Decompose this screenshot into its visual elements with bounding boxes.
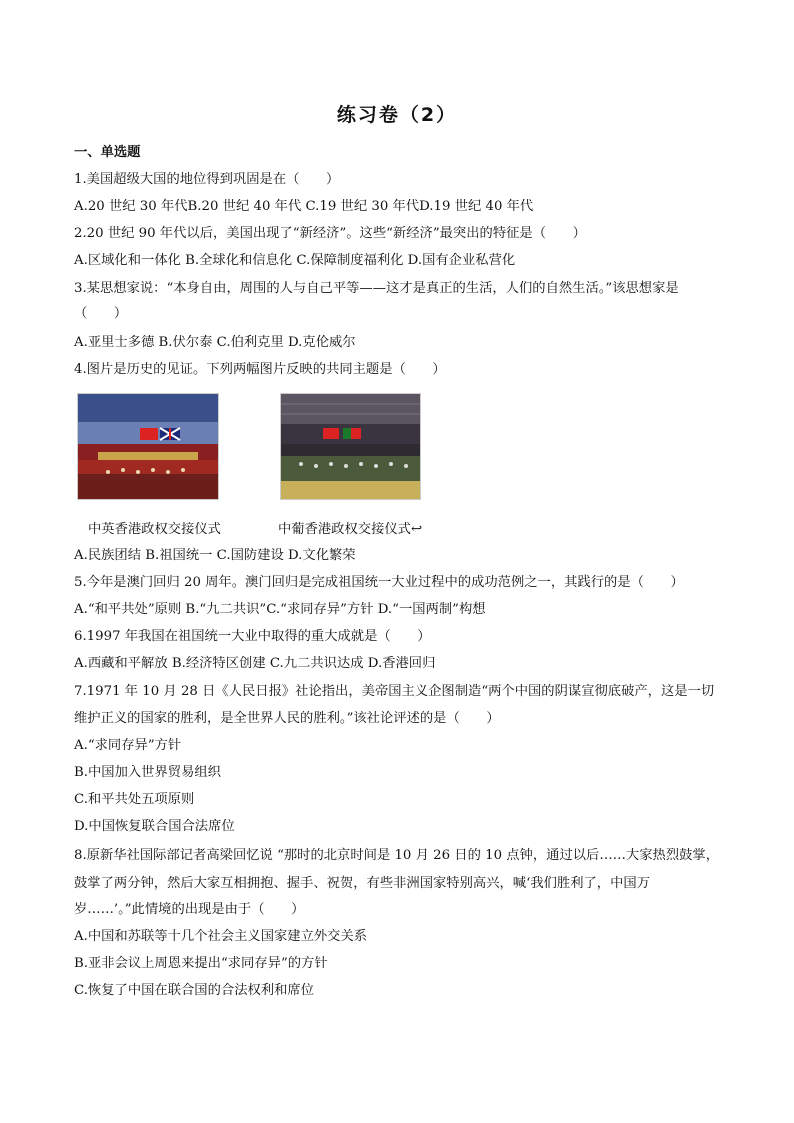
photo-caption-uk: 中英香港政权交接仪式 xyxy=(88,522,221,537)
question-8: 8.原新华社国际部记者高梁回忆说 “那时的北京时间是 10 月 26 日的 10 点钟，通过以后……大家热烈鼓掌， xyxy=(74,848,720,863)
page-title: 练习卷（2） xyxy=(336,104,458,126)
question-7-option-c: C.和平共处五项原则 xyxy=(74,792,195,807)
question-8-option-a: A.中国和苏联等十几个社会主义国家建立外交关系 xyxy=(74,929,368,944)
question-6-options: A.西藏和平解放 B.经济特区创建 C.九二共识达成 D.香港回归 xyxy=(74,656,436,671)
handover-photo-pt xyxy=(280,393,421,500)
question-4: 4.图片是历史的见证。下列两幅图片反映的共同主题是（ ） xyxy=(74,362,446,377)
question-6: 6.1997 年我国在祖国统一大业中取得的重大成就是（ ） xyxy=(74,629,431,644)
question-2: 2.20 世纪 90 年代以后，美国出现了“新经济”。这些“新经济”最突出的特征是（ ） xyxy=(74,226,586,241)
question-8-cont-1: 鼓掌了两分钟，然后大家互相拥抱、握手、祝贺，有些非洲国家特别高兴，喊‘我们胜利了，中国万 xyxy=(74,876,650,891)
question-3-cont: （ ） xyxy=(74,306,128,321)
question-4-options: A.民族团结 B.祖国统一 C.国防建设 D.文化繁荣 xyxy=(74,548,356,563)
question-5-options: A.“和平共处”原则 B.“九二共识”C.“求同存异”方针 D.“一国两制”构想 xyxy=(74,602,486,617)
question-3: 3.某思想家说：“本身自由，周围的人与自己平等——这才是真正的生活，人们的自然生活。”该思想家是 xyxy=(74,281,679,296)
question-7-option-b: B.中国加入世界贸易组织 xyxy=(74,765,221,780)
question-1: 1.美国超级大国的地位得到巩固是在（ ） xyxy=(74,172,340,187)
handover-photo-uk xyxy=(77,393,219,500)
question-1-options: A.20 世纪 30 年代B.20 世纪 40 年代 C.19 世纪 30 年代D.19 世纪 40 年代 xyxy=(74,199,534,214)
question-7: 7.1971 年 10 月 28 日《人民日报》社论指出，美帝国主义企图制造“两个中国的阴谋宣彻底破产，这是一切 xyxy=(74,684,715,699)
section-heading: 一、单选题 xyxy=(74,145,141,160)
question-7-option-a: A.“求同存异”方针 xyxy=(74,738,182,753)
question-8-option-b: B.亚非会议上周恩来提出“求同存异”的方针 xyxy=(74,956,328,971)
question-8-option-c: C.恢复了中国在联合国的合法权利和席位 xyxy=(74,983,314,998)
question-8-cont-2: 岁……’。”此情境的出现是由于（ ） xyxy=(74,902,305,917)
question-7-option-d: D.中国恢复联合国合法席位 xyxy=(74,819,235,834)
question-7-cont: 维护正义的国家的胜利，是全世界人民的胜利。”该社论评述的是（ ） xyxy=(74,711,500,726)
question-3-options: A.亚里士多德 B.伏尔泰 C.伯利克里 D.克伦威尔 xyxy=(74,335,356,350)
question-2-options: A.区域化和一体化 B.全球化和信息化 C.保障制度福利化 D.国有企业私营化 xyxy=(74,253,516,268)
question-5: 5.今年是澳门回归 20 周年。澳门回归是完成祖国统一大业过程中的成功范例之一，其践行的是（ ） xyxy=(74,575,684,590)
photo-caption-pt: 中葡香港政权交接仪式↩ xyxy=(278,522,423,537)
